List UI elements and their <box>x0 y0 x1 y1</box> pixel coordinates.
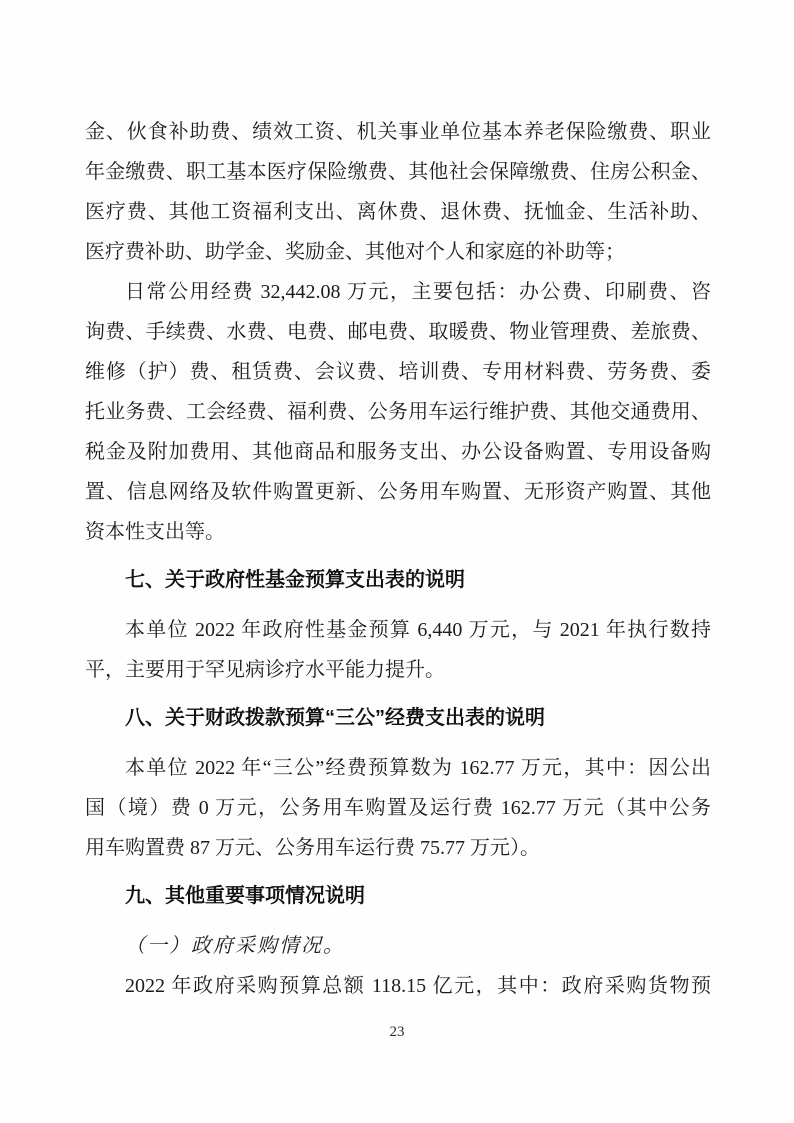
subsection-title: （一）政府采购情况。 <box>125 935 345 957</box>
text-line: 税金及附加费用、其他商品和服务支出、办公设备购置、专用设备购 <box>85 441 711 463</box>
text-line: 维修（护）费、租赁费、会议费、培训费、专用材料费、劳务费、委 <box>85 361 711 383</box>
text-line: 本单位 2022 年政府性基金预算 6,440 万元，与 2021 年执行数持 <box>125 619 711 641</box>
page-number: 23 <box>389 1024 405 1040</box>
text-line: 日常公用经费 32,442.08 万元，主要包括：办公费、印刷费、咨 <box>125 281 711 303</box>
text-line: 2022 年政府采购预算总额 118.15 亿元，其中：政府采购货物预 <box>125 975 711 997</box>
text-line: 用车购置费 87 万元、公务用车运行费 75.77 万元）。 <box>85 837 540 859</box>
text-line: 平，主要用于罕见病诊疗水平能力提升。 <box>85 659 445 681</box>
text-line: 金、伙食补助费、绩效工资、机关事业单位基本养老保险缴费、职业 <box>85 121 711 143</box>
text-line: 询费、手续费、水费、电费、邮电费、取暖费、物业管理费、差旅费、 <box>85 321 711 343</box>
text-line: 资本性支出等。 <box>85 521 225 543</box>
section-heading: 九、其他重要事项情况说明 <box>125 885 365 907</box>
text-line: 年金缴费、职工基本医疗保险缴费、其他社会保障缴费、住房公积金、 <box>85 161 711 183</box>
section-heading: 八、关于财政拨款预算“三公”经费支出表的说明 <box>125 707 545 729</box>
text-line: 托业务费、工会经费、福利费、公务用车运行维护费、其他交通费用、 <box>85 401 711 423</box>
document-content <box>85 112 711 1006</box>
text-line: 本单位 2022 年“三公”经费预算数为 162.77 万元，其中：因公出 <box>125 757 711 779</box>
text-line: 置、信息网络及软件购置更新、公务用车购置、无形资产购置、其他 <box>85 481 711 503</box>
text-line: 国（境）费 0 万元，公务用车购置及运行费 162.77 万元（其中公务 <box>85 797 711 819</box>
text-line: 医疗费、其他工资福利支出、离休费、退休费、抚恤金、生活补助、 <box>85 201 711 223</box>
text-line: 医疗费补助、助学金、奖励金、其他对个人和家庭的补助等； <box>85 241 625 263</box>
section-heading: 七、关于政府性基金预算支出表的说明 <box>125 569 465 591</box>
